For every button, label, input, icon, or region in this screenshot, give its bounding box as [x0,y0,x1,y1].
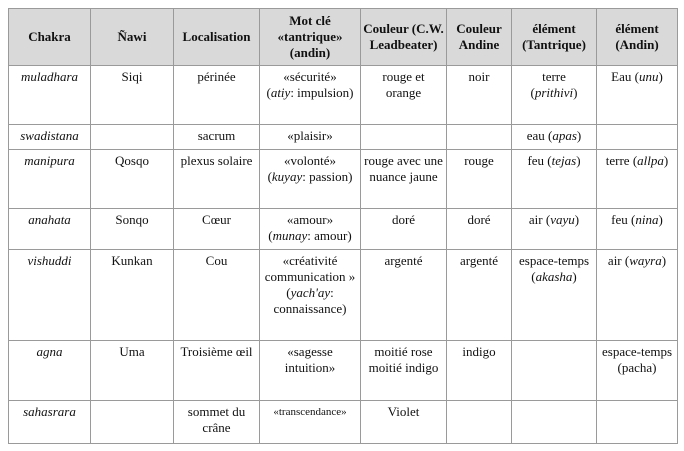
mot-main: «transcendance» [273,406,347,418]
cell-chakra: agna [9,341,91,401]
cell-mot-cle: «volonté» (kuyay: passion) [260,150,361,209]
header-mot-cle: Mot clé «tantrique» (andin) [260,9,361,66]
cell-localisation: Cou [174,250,260,341]
cell-couleur-cw: rouge avec une nuance jaune [361,150,447,209]
cell-couleur-andine: indigo [447,341,512,401]
mot-gloss: : amour) [307,228,352,243]
table-row [9,125,678,150]
cell-nawi [91,401,174,444]
table-row [9,401,678,444]
cell-element-tantrique: terre (prithivi) [512,66,597,125]
tantrique-term: apas [552,128,577,143]
cell-element-tantrique: air (vayu) [512,209,597,250]
cell-couleur-andine [447,401,512,444]
cell-nawi: Siqi [91,66,174,125]
cell-localisation: Cœur [174,209,260,250]
andin-word: feu [611,212,628,227]
cell-localisation: périnée [174,66,260,125]
cell-nawi: Kunkan [91,250,174,341]
cell-chakra: muladhara [9,66,91,125]
mot-gloss: : impulsion) [290,85,354,100]
header-element-tantrique: élément (Tantrique) [512,9,597,66]
cell-mot-cle: «amour» (munay: amour) [260,209,361,250]
header-couleur-cw: Couleur (C.W. Leadbeater) [361,9,447,66]
mot-main: «sécurité» [283,69,337,84]
table-row [9,250,678,341]
tantrique-term: prithivi [534,85,574,100]
table-row [9,150,678,209]
cell-chakra: vishuddi [9,250,91,341]
cell-element-andin: espace-temps (pacha) [597,341,678,401]
cell-element-tantrique [512,401,597,444]
cell-chakra: sahasrara [9,401,91,444]
cell-couleur-cw: Violet [361,401,447,444]
header-chakra: Chakra [9,9,91,66]
cell-couleur-andine: doré [447,209,512,250]
cell-chakra: manipura [9,150,91,209]
mot-main: «plaisir» [287,128,333,143]
cell-mot-cle: «sécurité» (atiy: impulsion) [260,66,361,125]
cell-mot-cle: «créativité communication » (yach'ay: connaissance) [260,250,361,341]
cell-mot-cle [260,341,361,401]
cell-element-tantrique: espace-temps (akasha) [512,250,597,341]
tantrique-term: vayu [550,212,575,227]
table-row [9,209,678,250]
header-localisation: Localisation [174,9,260,66]
cell-nawi [91,125,174,150]
cell-chakra: swadistana [9,125,91,150]
cell-couleur-cw: moitié rose moitié indigo [361,341,447,401]
table-row [9,341,678,401]
header-nawi: Ñawi [91,9,174,66]
cell-element-andin: feu (nina) [597,209,678,250]
tantrique-word: feu [527,153,545,168]
cell-element-andin: terre (allpa) [597,150,678,209]
cell-couleur-cw: argenté [361,250,447,341]
andin-word: air [607,253,622,268]
cell-couleur-cw [361,125,447,150]
tantrique-term: tejas [551,153,577,168]
andin-word: Eau [611,69,632,84]
cell-mot-cle [260,125,361,150]
cell-localisation: sommet du crâne [174,401,260,444]
andin-term: wayra [629,253,662,268]
mot-main: «volonté» [284,153,336,168]
cell-nawi: Sonqo [91,209,174,250]
cell-couleur-cw: doré [361,209,447,250]
cell-element-andin [597,401,678,444]
andin-term: allpa [637,153,664,168]
cell-couleur-andine: noir [447,66,512,125]
mot-term: munay [272,228,308,243]
cell-element-andin: air (wayra) [597,250,678,341]
mot-gloss: : passion) [302,169,353,184]
cell-element-andin [597,125,678,150]
cell-couleur-andine: rouge [447,150,512,209]
mot-term: yach'ay [290,285,331,300]
mot-term: kuyay [271,169,303,184]
cell-couleur-andine [447,125,512,150]
mot-main: «créativité communication » [264,253,356,284]
tantrique-word: espace-temps [518,253,590,268]
andin-term: unu [638,69,659,84]
tantrique-word: terre [542,69,566,84]
mot-main: «amour» [286,212,334,227]
andin-word: terre [605,153,630,168]
cell-chakra: anahata [9,209,91,250]
cell-element-tantrique: feu (tejas) [512,150,597,209]
tantrique-word: eau [526,128,545,143]
cell-element-andin: Eau (unu) [597,66,678,125]
cell-localisation: plexus solaire [174,150,260,209]
cell-element-tantrique: eau (apas) [512,125,597,150]
chakra-table [8,8,678,444]
tantrique-word: air [528,212,543,227]
cell-couleur-andine: argenté [447,250,512,341]
mot-gloss: : connaissance) [273,285,347,316]
cell-localisation: sacrum [174,125,260,150]
header-row [9,9,678,66]
cell-mot-cle [260,401,361,444]
cell-nawi: Uma [91,341,174,401]
cell-couleur-cw: rouge et orange [361,66,447,125]
header-couleur-andine: Couleur Andine [447,9,512,66]
mot-term: atiy [270,85,291,100]
andin-term: nina [635,212,659,227]
cell-nawi: Qosqo [91,150,174,209]
table-row [9,66,678,125]
cell-element-tantrique [512,341,597,401]
header-element-andin: élément (Andin) [597,9,678,66]
mot-main: «sagesse intuition» [284,344,336,375]
tantrique-term: akasha [535,269,573,284]
cell-localisation: Troisième œil [174,341,260,401]
